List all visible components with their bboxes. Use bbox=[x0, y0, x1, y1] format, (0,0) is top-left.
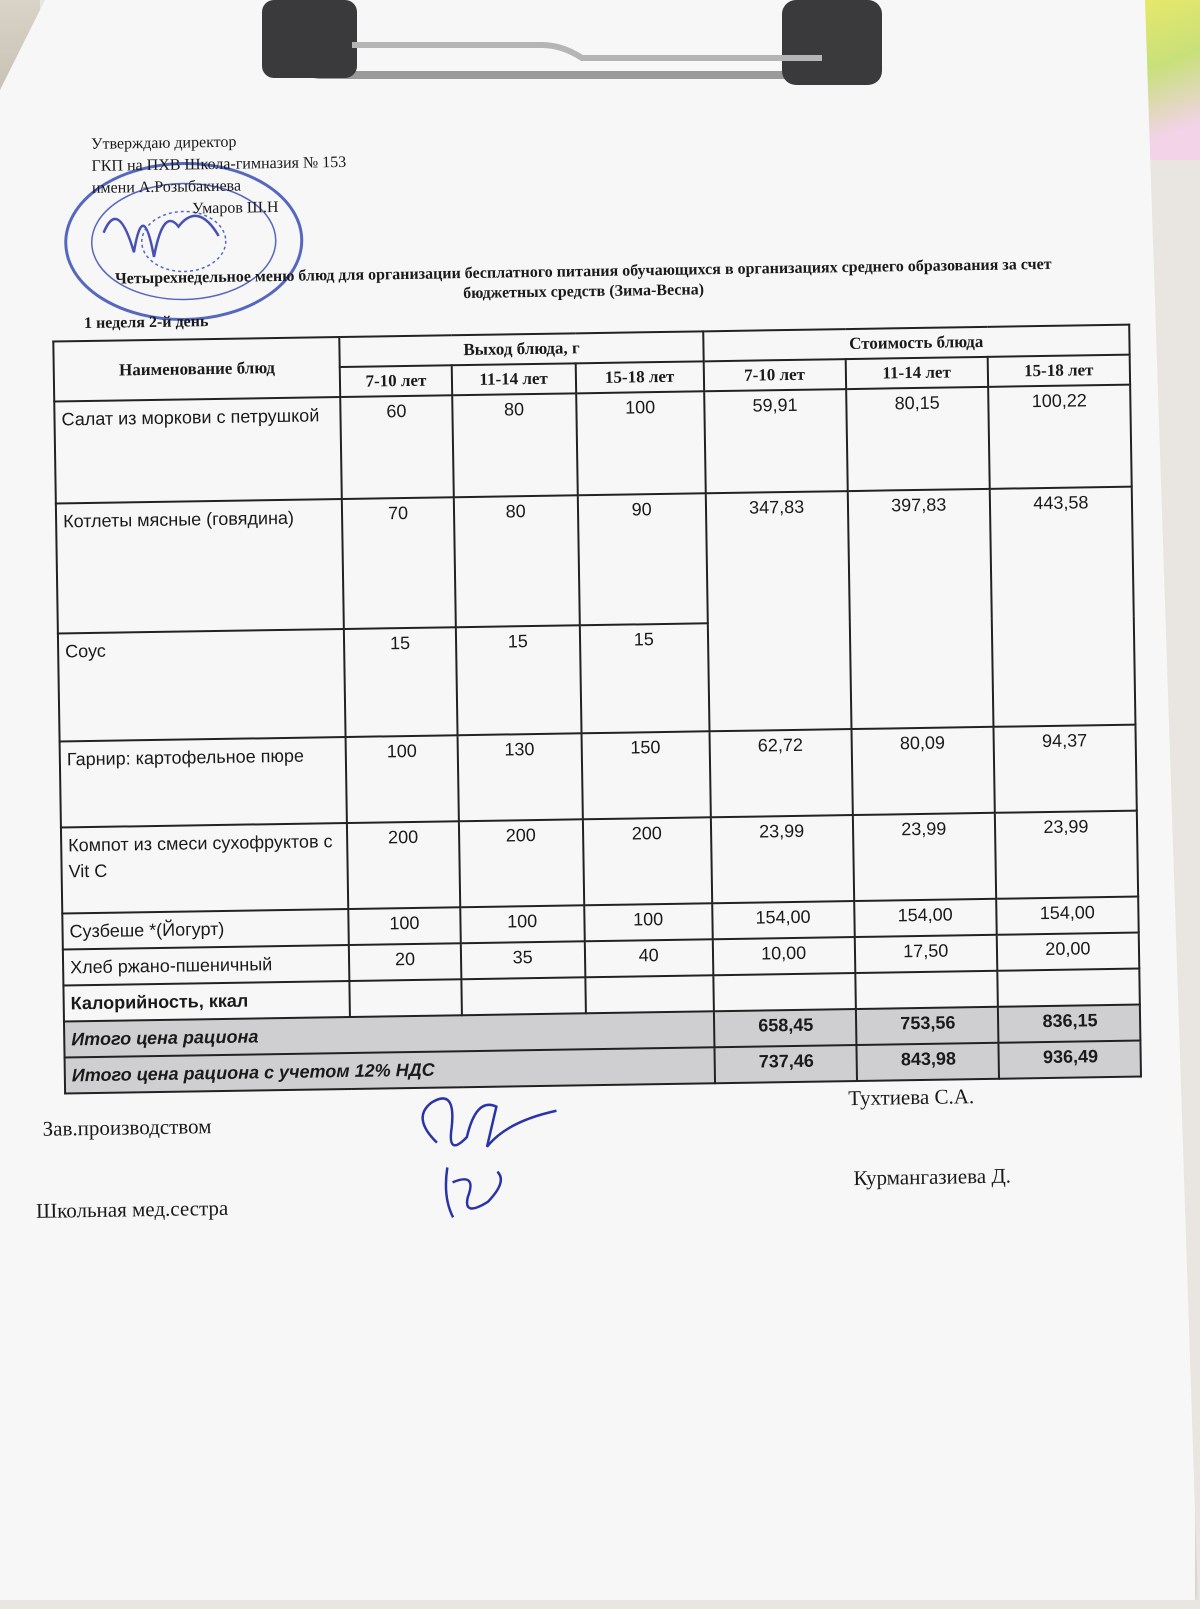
header-age-group: 7-10 лет bbox=[703, 359, 846, 391]
dish-name: Компот из смеси сухофруктов с Vit C bbox=[61, 823, 349, 913]
dish-name: Сузбеше *(Йогурт) bbox=[62, 909, 349, 949]
cost-cell: 23,99 bbox=[853, 813, 996, 901]
calorie-label: Калорийность, ккал bbox=[63, 981, 350, 1021]
cost-cell: 154,00 bbox=[854, 899, 997, 937]
header-age-group: 11-14 лет bbox=[845, 357, 988, 389]
cost-cell: 17,50 bbox=[854, 935, 997, 973]
cost-cell: 10,00 bbox=[712, 937, 855, 975]
yield-cell: 200 bbox=[347, 821, 459, 909]
header-age-group: 7-10 лет bbox=[340, 365, 451, 397]
empty-cell bbox=[350, 979, 462, 1017]
cost-cell: 100,22 bbox=[988, 385, 1132, 489]
cost-cell: 20,00 bbox=[997, 933, 1140, 971]
table-row bbox=[60, 725, 1137, 828]
signature-name-production: Тухтиева С.А. bbox=[848, 1084, 975, 1111]
cost-cell: 154,00 bbox=[712, 901, 855, 939]
table-row bbox=[61, 811, 1138, 914]
yield-cell: 70 bbox=[342, 497, 455, 629]
header-age-group: 15-18 лет bbox=[987, 355, 1130, 387]
yield-cell: 130 bbox=[457, 733, 583, 821]
cost-cell: 397,83 bbox=[847, 489, 993, 729]
yield-cell: 20 bbox=[349, 943, 461, 981]
header-name: Наименование блюд bbox=[53, 337, 340, 401]
yield-cell: 15 bbox=[344, 627, 457, 737]
cost-cell: 23,99 bbox=[995, 811, 1139, 899]
document-title: Четырехнедельное меню блюд для организации бесплатного питания обучающихся в организациях среднего образования за счет бюджетных средств (Зима-Весна) bbox=[114, 255, 1052, 303]
approval-line-4: Умаров Ш.Н bbox=[192, 198, 279, 218]
yield-cell: 150 bbox=[581, 731, 710, 819]
total-value: 836,15 bbox=[998, 1005, 1141, 1043]
total-vat-value: 737,46 bbox=[714, 1045, 857, 1083]
header-age-group: 11-14 лет bbox=[451, 363, 576, 395]
cost-cell: 347,83 bbox=[705, 491, 851, 731]
yield-cell: 200 bbox=[458, 819, 584, 907]
table-row bbox=[56, 487, 1134, 634]
yield-cell: 100 bbox=[584, 903, 712, 941]
handwritten-signature bbox=[406, 1085, 578, 1238]
cost-cell: 80,09 bbox=[851, 727, 994, 815]
cost-cell: 154,00 bbox=[996, 897, 1139, 935]
yield-cell: 100 bbox=[349, 907, 461, 945]
yield-cell: 60 bbox=[341, 395, 454, 499]
approval-line-3: имени А.Розыбакиева bbox=[91, 177, 242, 197]
header-cost-group: Стоимость блюда bbox=[703, 325, 1130, 362]
yield-cell: 100 bbox=[576, 391, 705, 495]
yield-cell: 15 bbox=[580, 623, 709, 733]
cost-cell: 62,72 bbox=[709, 729, 852, 817]
header-age-group: 15-18 лет bbox=[576, 361, 704, 393]
signature-role-nurse: Школьная мед.сестра bbox=[35, 1195, 229, 1223]
cost-cell: 443,58 bbox=[990, 487, 1136, 727]
yield-cell: 80 bbox=[452, 393, 578, 497]
approval-block bbox=[91, 130, 347, 222]
total-value: 753,56 bbox=[856, 1007, 999, 1045]
yield-cell: 35 bbox=[460, 941, 585, 979]
yield-cell: 80 bbox=[453, 495, 579, 627]
cost-cell: 23,99 bbox=[710, 815, 853, 903]
signature-name-nurse: Курмангазиева Д. bbox=[853, 1163, 1012, 1191]
yield-cell: 90 bbox=[578, 493, 708, 625]
yield-cell: 100 bbox=[346, 735, 458, 823]
yield-cell: 200 bbox=[583, 817, 712, 905]
header-yield-group: Выход блюда, г bbox=[340, 331, 704, 367]
empty-cell bbox=[585, 975, 713, 1013]
empty-cell bbox=[713, 973, 856, 1011]
empty-cell bbox=[461, 977, 586, 1015]
total-value: 658,45 bbox=[713, 1009, 856, 1047]
total-vat-label: Итого цена рациона с учетом 12% НДС bbox=[65, 1047, 715, 1093]
yield-cell: 40 bbox=[585, 939, 713, 977]
menu-table bbox=[52, 324, 1142, 1095]
yield-cell: 100 bbox=[460, 905, 585, 943]
cost-cell: 59,91 bbox=[704, 389, 848, 493]
cost-cell: 80,15 bbox=[846, 387, 990, 491]
dish-name: Хлеб ржано-пшеничный bbox=[63, 945, 350, 985]
total-vat-value: 936,49 bbox=[998, 1041, 1141, 1079]
dish-name: Гарнир: картофельное пюре bbox=[60, 737, 348, 827]
cost-cell: 94,37 bbox=[993, 725, 1137, 813]
yield-cell: 15 bbox=[455, 625, 581, 735]
empty-cell bbox=[855, 971, 998, 1009]
approval-line-1: Утверждаю директор bbox=[91, 133, 237, 153]
document-subtitle: 1 неделя 2-й день bbox=[83, 313, 209, 333]
total-label: Итого цена рациона bbox=[64, 1011, 714, 1057]
table-row bbox=[54, 385, 1131, 504]
dish-name: Салат из моркови с петрушкой bbox=[54, 397, 342, 503]
signature-role-production: Зав.производством bbox=[42, 1114, 212, 1141]
dish-name: Котлеты мясные (говядина) bbox=[56, 499, 344, 633]
dish-name: Соус bbox=[58, 629, 346, 741]
total-vat-value: 843,98 bbox=[856, 1043, 999, 1081]
empty-cell bbox=[997, 969, 1140, 1007]
approval-line-2: ГКП на ПХВ Школа-гимназия № 153 bbox=[91, 153, 347, 175]
